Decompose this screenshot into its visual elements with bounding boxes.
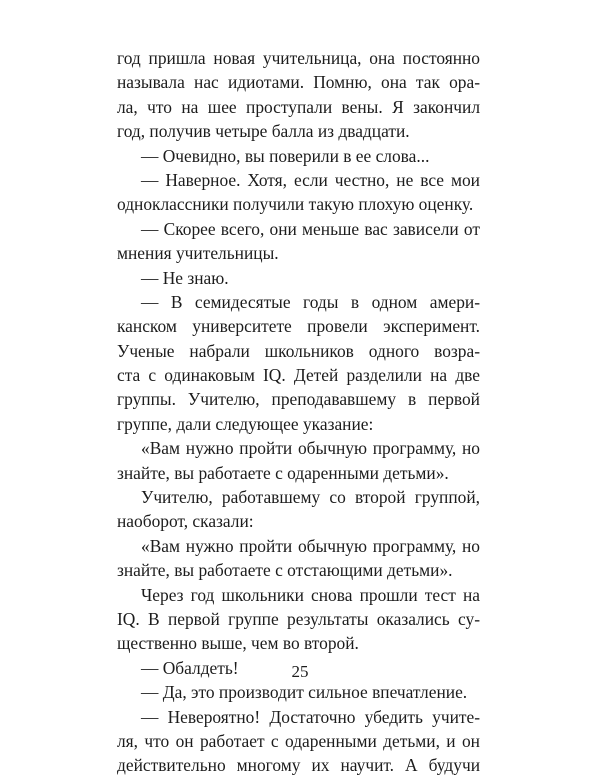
text-line: IQ. В первой группе результаты оказались су-: [117, 608, 480, 629]
text-line: «Вам нужно пройти обычную программу, но: [141, 438, 480, 459]
text-line: щественно выше, чем во второй.: [117, 633, 359, 654]
page-number: 25: [291, 662, 309, 681]
text-line: Ученые набрали школьников одного возра-: [117, 340, 480, 361]
text-line: канском университете провели эксперимент.: [117, 316, 480, 337]
text-line: — Не знаю.: [141, 267, 229, 288]
text-line: наоборот, сказали:: [117, 511, 254, 532]
text-line: Через год школьники снова прошли тест на: [141, 584, 480, 605]
text-line: Учителю, работавшему со второй группой,: [141, 487, 480, 508]
text-line: ля, что он работает с одаренными детьми, и он: [117, 730, 480, 751]
text-line: ста с одинаковым IQ. Детей разделили на две: [117, 365, 480, 386]
text-line: — В семидесятые годы в одном амери-: [141, 291, 480, 312]
text-line: год, получив четыре балла из двадцати.: [117, 121, 410, 142]
text-line: ла, что на шее проступали вены. Я закончил: [117, 96, 480, 117]
text-line: год пришла новая учительница, она постоянно: [117, 48, 480, 68]
text-line: — Невероятно! Достаточно убедить учите-: [141, 706, 480, 727]
text-line: — Наверное. Хотя, если честно, не все мои: [141, 169, 480, 190]
text-line: действительно многому их научит. А будучи: [117, 755, 480, 776]
text-line: «Вам нужно пройти обычную программу, но: [141, 535, 480, 556]
text-line: группе, дали следующее указание:: [117, 413, 374, 434]
text-line: знайте, вы работаете с одаренными детьми».: [117, 462, 449, 483]
text-line: знайте, вы работаете с отстающими детьми».: [117, 560, 453, 581]
text-line: одноклассники получили такую плохую оценку.: [117, 194, 474, 215]
text-line: — Скорее всего, они меньше вас зависели от: [141, 218, 480, 239]
text-line: мнения учительницы.: [117, 243, 279, 264]
text-line: группы. Учителю, преподававшему в первой: [117, 389, 480, 410]
text-line: — Да, это производит сильное впечатление.: [141, 682, 468, 703]
text-line: — Обалдеть!: [141, 657, 239, 678]
text-line: называла нас идиотами. Помню, она так ора-: [117, 72, 480, 93]
text-line: — Очевидно, вы поверили в ее слова...: [141, 145, 430, 166]
